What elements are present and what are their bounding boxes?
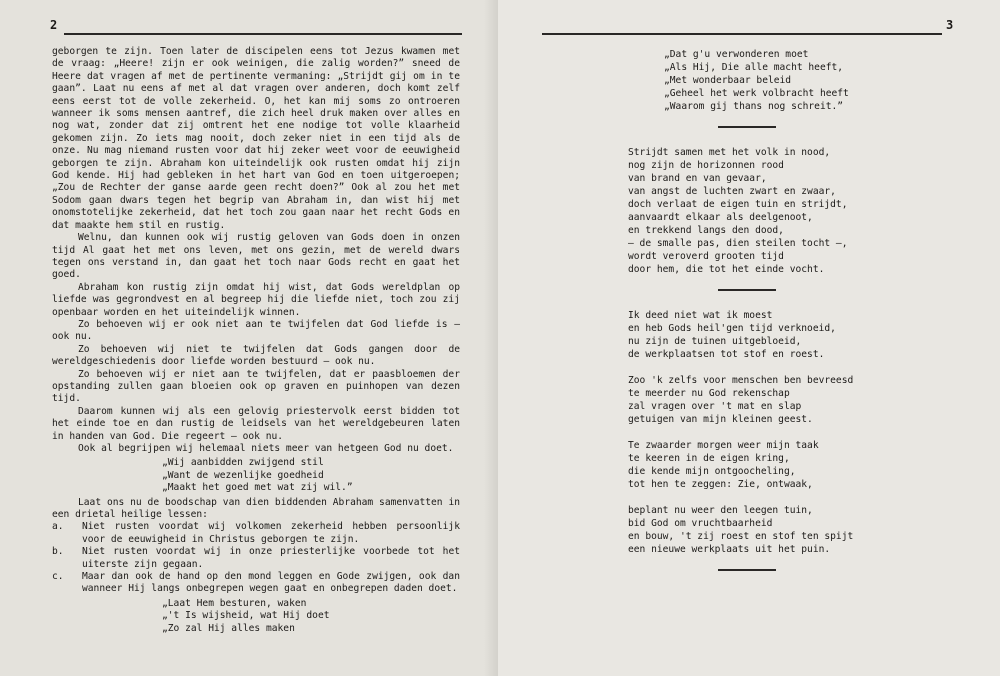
summary-intro: Laat ons nu de boodschap van dien biddenden Abraham samenvatten in een drietal heilige lessen: <box>52 496 460 521</box>
verse-line: „Maakt het goed met wat zij wil.” <box>162 482 353 494</box>
left-body-text <box>52 46 460 637</box>
verse-line: „Zo zal Hij alles maken <box>162 622 295 634</box>
paragraph: Ook al begrijpen wij helemaal niets meer van hetgeen God nu doet. <box>78 443 454 454</box>
poem-line: aanvaardt elkaar als deelgenoot, <box>628 212 813 223</box>
poem-line: „Waarom gij thans nog schreit.” <box>664 101 844 112</box>
poem-line: van brand en van gevaar, <box>628 173 767 184</box>
poem-line: getuigen van mijn kleinen geest. <box>628 414 813 425</box>
poem-stanza <box>628 439 888 491</box>
paragraph: Zo behoeven wij niet te twijfelen dat Gods gangen door de wereldgeschiedenis door liefde worden bestuurd — ook nu. <box>52 343 460 368</box>
paragraph: geborgen te zijn. Toen later de discipelen eens tot Jezus kwamen met de vraag: „Heere! zijn er ook weinigen, die zalig worden?” sneed de Heere dat vragen af met de pertinente vermaning: „Strijdt gij om in te gaan”. Laat nu eens af met al dat vragen over anderen, doch komt zelf eens eerst tot de volle zekerheid. O, het kan mij soms zo ontroeren wanneer ik soms mensen aantref, die zich heel druk maken over alles en nog wat, zonder dat zij omtrent het ene nodige tot volle klaarheid gekomen zijn. Zo iets mag nooit, doch zeker niet in een tijd als de onze. Nu mag niemand rusten voor dat hij zeker weet voor de eeuwigheid geborgen te zijn. Abraham kon uiteindelijk ook rusten omdat hij zijn God kende. Hij had gebleken in het hart van God en toen uitgeroepen; „Zou de Rechter der ganse aarde geen recht doen?” Ook al zou het met Sodom gaan dwars tegen het begrip van Abraham in, dan wist hij met onomstotelijke zekerheid, dat het toch zou gaan naar het recht Gods en dat maakte hem stil en rustig. <box>52 46 460 231</box>
poem-line: — de smalle pas, dien steilen tocht —, <box>628 238 848 249</box>
poem-line: te keeren in de eigen kring, <box>628 453 790 464</box>
poem-line: doch verlaat de eigen tuin en strijdt, <box>628 199 848 210</box>
lesson-item <box>52 521 460 546</box>
poem-line: en trekkend langs den dood, <box>628 225 784 236</box>
verse-line: „Wij aanbidden zwijgend stil <box>162 457 324 469</box>
verse-line: „Laat Hem besturen, waken <box>162 597 307 609</box>
poem-line: nog zijn de horizonnen rood <box>628 160 784 171</box>
section-divider <box>718 126 776 128</box>
poem-stanza <box>664 48 888 113</box>
paragraph: Zo behoeven wij er niet aan te twijfelen, dat er paasbloemen der opstanding zullen gaan bloeien ook op graven en puinhopen van dezen tijd. <box>52 368 460 405</box>
poem-line: nu zijn de tuinen uitgebloeid, <box>628 336 802 347</box>
poem-line: „Geheel het werk volbracht heeft <box>664 88 849 99</box>
poem-line: tot hen te zeggen: Zie, ontwaak, <box>628 479 813 490</box>
lesson-item <box>52 571 460 596</box>
poem-line: beplant nu weer den leegen tuin, <box>628 505 813 516</box>
paragraph: Zo behoeven wij er ook niet aan te twijfelen dat God liefde is — ook nu. <box>52 318 460 343</box>
lesson-text: Niet rusten voordat wij volkomen zekerheid hebben persoonlijk voor de eeuwigheid in Christus geborgen te zijn. <box>82 521 460 545</box>
paragraph: Daarom kunnen wij als een gelovig priestervolk eerst bidden tot het einde toe en dan rustig de leidsels van het wereldgebeuren laten in handen van God. Die regeert — ook nu. <box>52 405 460 442</box>
lesson-label: a. <box>52 521 64 533</box>
lesson-label: c. <box>52 571 64 583</box>
poem-line: te meerder nu God rekenschap <box>628 388 790 399</box>
page-number-left: 2 <box>50 18 58 32</box>
verse-quote-1 <box>162 457 460 494</box>
poem-stanza <box>628 504 888 556</box>
poem-line: „Met wonderbaar beleid <box>664 75 792 86</box>
poem-line: zal vragen over 't mat en slap <box>628 401 802 412</box>
poem-line: Zoo 'k zelfs voor menschen ben bevreesd <box>628 375 854 386</box>
lesson-item <box>52 546 460 571</box>
poem-line: „Als Hij, Die alle macht heeft, <box>664 62 844 73</box>
lesson-text: Maar dan ook de hand op den mond leggen en Gode zwijgen, ook dan wanneer Hij langs onbegrepen wegen gaat en onbegrepen daden doet. <box>82 571 460 595</box>
poem-line: Strijdt samen met het volk in nood, <box>628 147 831 158</box>
lesson-text: Niet rusten voordat wij in onze priesterlijke voorbede tot het uiterste zijn gegaan. <box>82 546 460 570</box>
poem-line: een nieuwe werkplaats uit het puin. <box>628 544 831 555</box>
poem-line: bid God om vruchtbaarheid <box>628 518 773 529</box>
section-divider <box>718 289 776 291</box>
page-number-right: 3 <box>946 18 954 32</box>
header-rule-right <box>542 33 942 35</box>
lesson-label: b. <box>52 546 64 558</box>
header-rule-left <box>64 33 462 35</box>
right-body-poem <box>628 48 888 589</box>
paragraph: Welnu, dan kunnen ook wij rustig geloven van Gods doen in onzen tijd Al gaat het met ons leven, met ons gezin, met de wereld dwars tegen ons verstand in, dan gaat het toch naar Gods recht en gaat het goed. <box>52 232 460 281</box>
poem-line: „Dat g'u verwonderen moet <box>664 49 809 60</box>
poem-line: die kende mijn ontgoocheling, <box>628 466 796 477</box>
poem-line: de werkplaatsen tot stof en roest. <box>628 349 825 360</box>
poem-line: en heb Gods heil'gen tijd verknoeid, <box>628 323 836 334</box>
verse-line: „'t Is wijsheid, wat Hij doet <box>162 610 330 622</box>
poem-line: van angst de luchten zwart en zwaar, <box>628 186 836 197</box>
section-divider <box>718 569 776 571</box>
poem-line: door hem, die tot het einde vocht. <box>628 264 825 275</box>
poem-stanza <box>628 374 888 426</box>
poem-line: wordt veroverd grooten tijd <box>628 251 784 262</box>
verse-line: „Want de wezenlijke goedheid <box>162 469 324 481</box>
poem-line: Te zwaarder morgen weer mijn taak <box>628 440 819 451</box>
poem-line: Ik deed niet wat ik moest <box>628 310 773 321</box>
poem-line: en bouw, 't zij roest en stof ten spijt <box>628 531 854 542</box>
right-page <box>498 0 1000 676</box>
left-page <box>0 0 498 676</box>
verse-quote-2 <box>162 598 460 635</box>
poem-stanza <box>628 309 888 361</box>
paragraph: Abraham kon rustig zijn omdat hij wist, dat Gods wereldplan op liefde was gegrondvest en al begreep hij die liefde niet, toch zou zij openbaar worden en het uiteindelijk winnen. <box>52 281 460 318</box>
poem-stanza <box>628 146 888 276</box>
